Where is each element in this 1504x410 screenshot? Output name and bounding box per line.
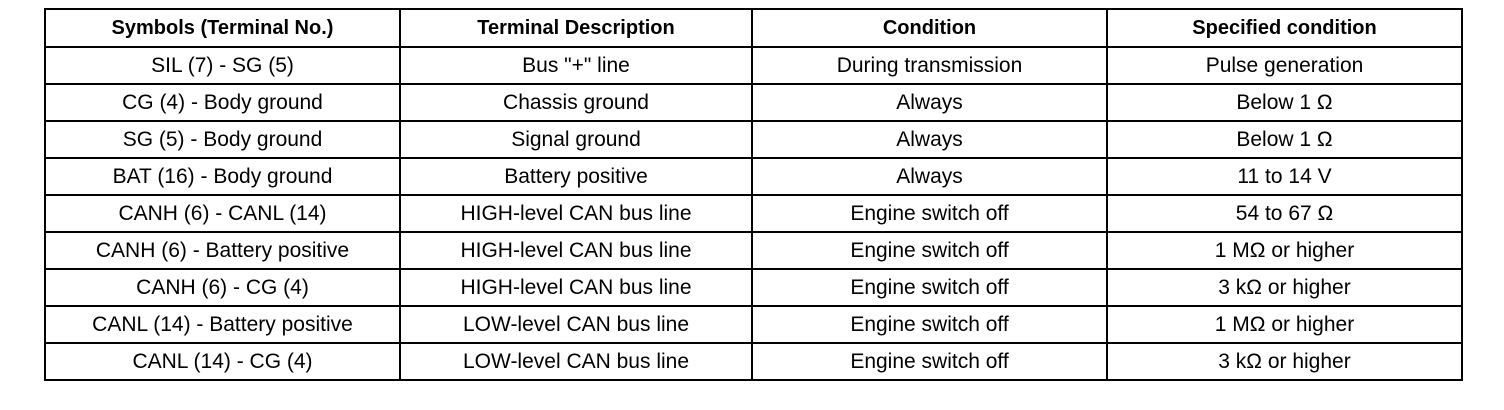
cell-symbols: CANH (6) - Battery positive [45,232,400,269]
cell-description: HIGH-level CAN bus line [400,269,752,306]
table-row [45,343,1462,380]
cell-symbols: CANH (6) - CG (4) [45,269,400,306]
cell-condition: Engine switch off [752,269,1107,306]
cell-description: Signal ground [400,121,752,158]
header-terminal-description: Terminal Description [400,9,752,47]
table-row [45,47,1462,84]
cell-symbols: BAT (16) - Body ground [45,158,400,195]
table-row [45,195,1462,232]
cell-symbols: CG (4) - Body ground [45,84,400,121]
table-row [45,158,1462,195]
table-row [45,269,1462,306]
table-row [45,121,1462,158]
cell-description: Bus "+" line [400,47,752,84]
cell-condition: Engine switch off [752,195,1107,232]
cell-specified: 1 MΩ or higher [1107,306,1462,343]
cell-description: HIGH-level CAN bus line [400,195,752,232]
cell-condition: Engine switch off [752,343,1107,380]
terminal-table-container [44,8,1461,381]
cell-specified: 3 kΩ or higher [1107,269,1462,306]
cell-symbols: CANH (6) - CANL (14) [45,195,400,232]
cell-condition: Engine switch off [752,232,1107,269]
cell-specified: Below 1 Ω [1107,121,1462,158]
table-row [45,306,1462,343]
cell-specified: 1 MΩ or higher [1107,232,1462,269]
terminal-spec-table [44,8,1463,381]
cell-condition: During transmission [752,47,1107,84]
cell-symbols: SG (5) - Body ground [45,121,400,158]
cell-specified: Below 1 Ω [1107,84,1462,121]
cell-symbols: CANL (14) - CG (4) [45,343,400,380]
table-row [45,232,1462,269]
cell-specified: 11 to 14 V [1107,158,1462,195]
header-specified-condition: Specified condition [1107,9,1462,47]
cell-symbols: SIL (7) - SG (5) [45,47,400,84]
cell-description: Chassis ground [400,84,752,121]
header-row [45,9,1462,47]
cell-specified: 54 to 67 Ω [1107,195,1462,232]
cell-condition: Always [752,158,1107,195]
cell-specified: 3 kΩ or higher [1107,343,1462,380]
table-row [45,84,1462,121]
cell-condition: Always [752,121,1107,158]
cell-condition: Engine switch off [752,306,1107,343]
table-header [45,9,1462,47]
header-condition: Condition [752,9,1107,47]
cell-description: LOW-level CAN bus line [400,306,752,343]
cell-description: Battery positive [400,158,752,195]
cell-description: LOW-level CAN bus line [400,343,752,380]
header-symbols: Symbols (Terminal No.) [45,9,400,47]
table-body [45,47,1462,380]
cell-specified: Pulse generation [1107,47,1462,84]
cell-description: HIGH-level CAN bus line [400,232,752,269]
cell-condition: Always [752,84,1107,121]
cell-symbols: CANL (14) - Battery positive [45,306,400,343]
